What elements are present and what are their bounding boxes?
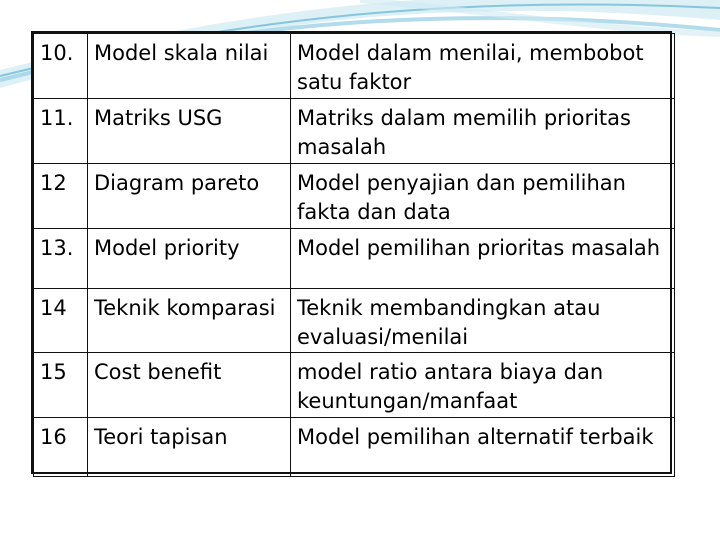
row-description: model ratio antara biaya dan keuntungan/manfaat	[291, 353, 675, 418]
row-term: Matriks USG	[88, 99, 291, 164]
row-number: 15	[34, 353, 88, 418]
row-term: Model priority	[88, 229, 291, 289]
row-term: Diagram pareto	[88, 164, 291, 229]
table-row	[34, 289, 675, 353]
row-description: Matriks dalam memilih prioritas masalah	[291, 99, 675, 164]
row-term: Cost benefit	[88, 353, 291, 418]
row-term: Teori tapisan	[88, 418, 291, 477]
table-row	[34, 34, 675, 99]
row-description: Model pemilihan prioritas masalah	[291, 229, 675, 289]
row-number: 14	[34, 289, 88, 353]
row-term: Model skala nilai	[88, 34, 291, 99]
table-row	[34, 229, 675, 289]
row-term: Teknik komparasi	[88, 289, 291, 353]
table-row	[34, 418, 675, 477]
table-row	[34, 99, 675, 164]
row-description: Model pemilihan alternatif terbaik	[291, 418, 675, 477]
row-number: 10.	[34, 34, 88, 99]
definitions-table	[33, 33, 675, 477]
table-row	[34, 164, 675, 229]
row-description: Model dalam menilai, membobot satu faktor	[291, 34, 675, 99]
row-number: 13.	[34, 229, 88, 289]
table-row	[34, 353, 675, 418]
row-number: 12	[34, 164, 88, 229]
row-description: Model penyajian dan pemilihan fakta dan data	[291, 164, 675, 229]
row-number: 16	[34, 418, 88, 477]
row-number: 11.	[34, 99, 88, 164]
definitions-table-container	[31, 31, 672, 474]
row-description: Teknik membandingkan atau evaluasi/menilai	[291, 289, 675, 353]
